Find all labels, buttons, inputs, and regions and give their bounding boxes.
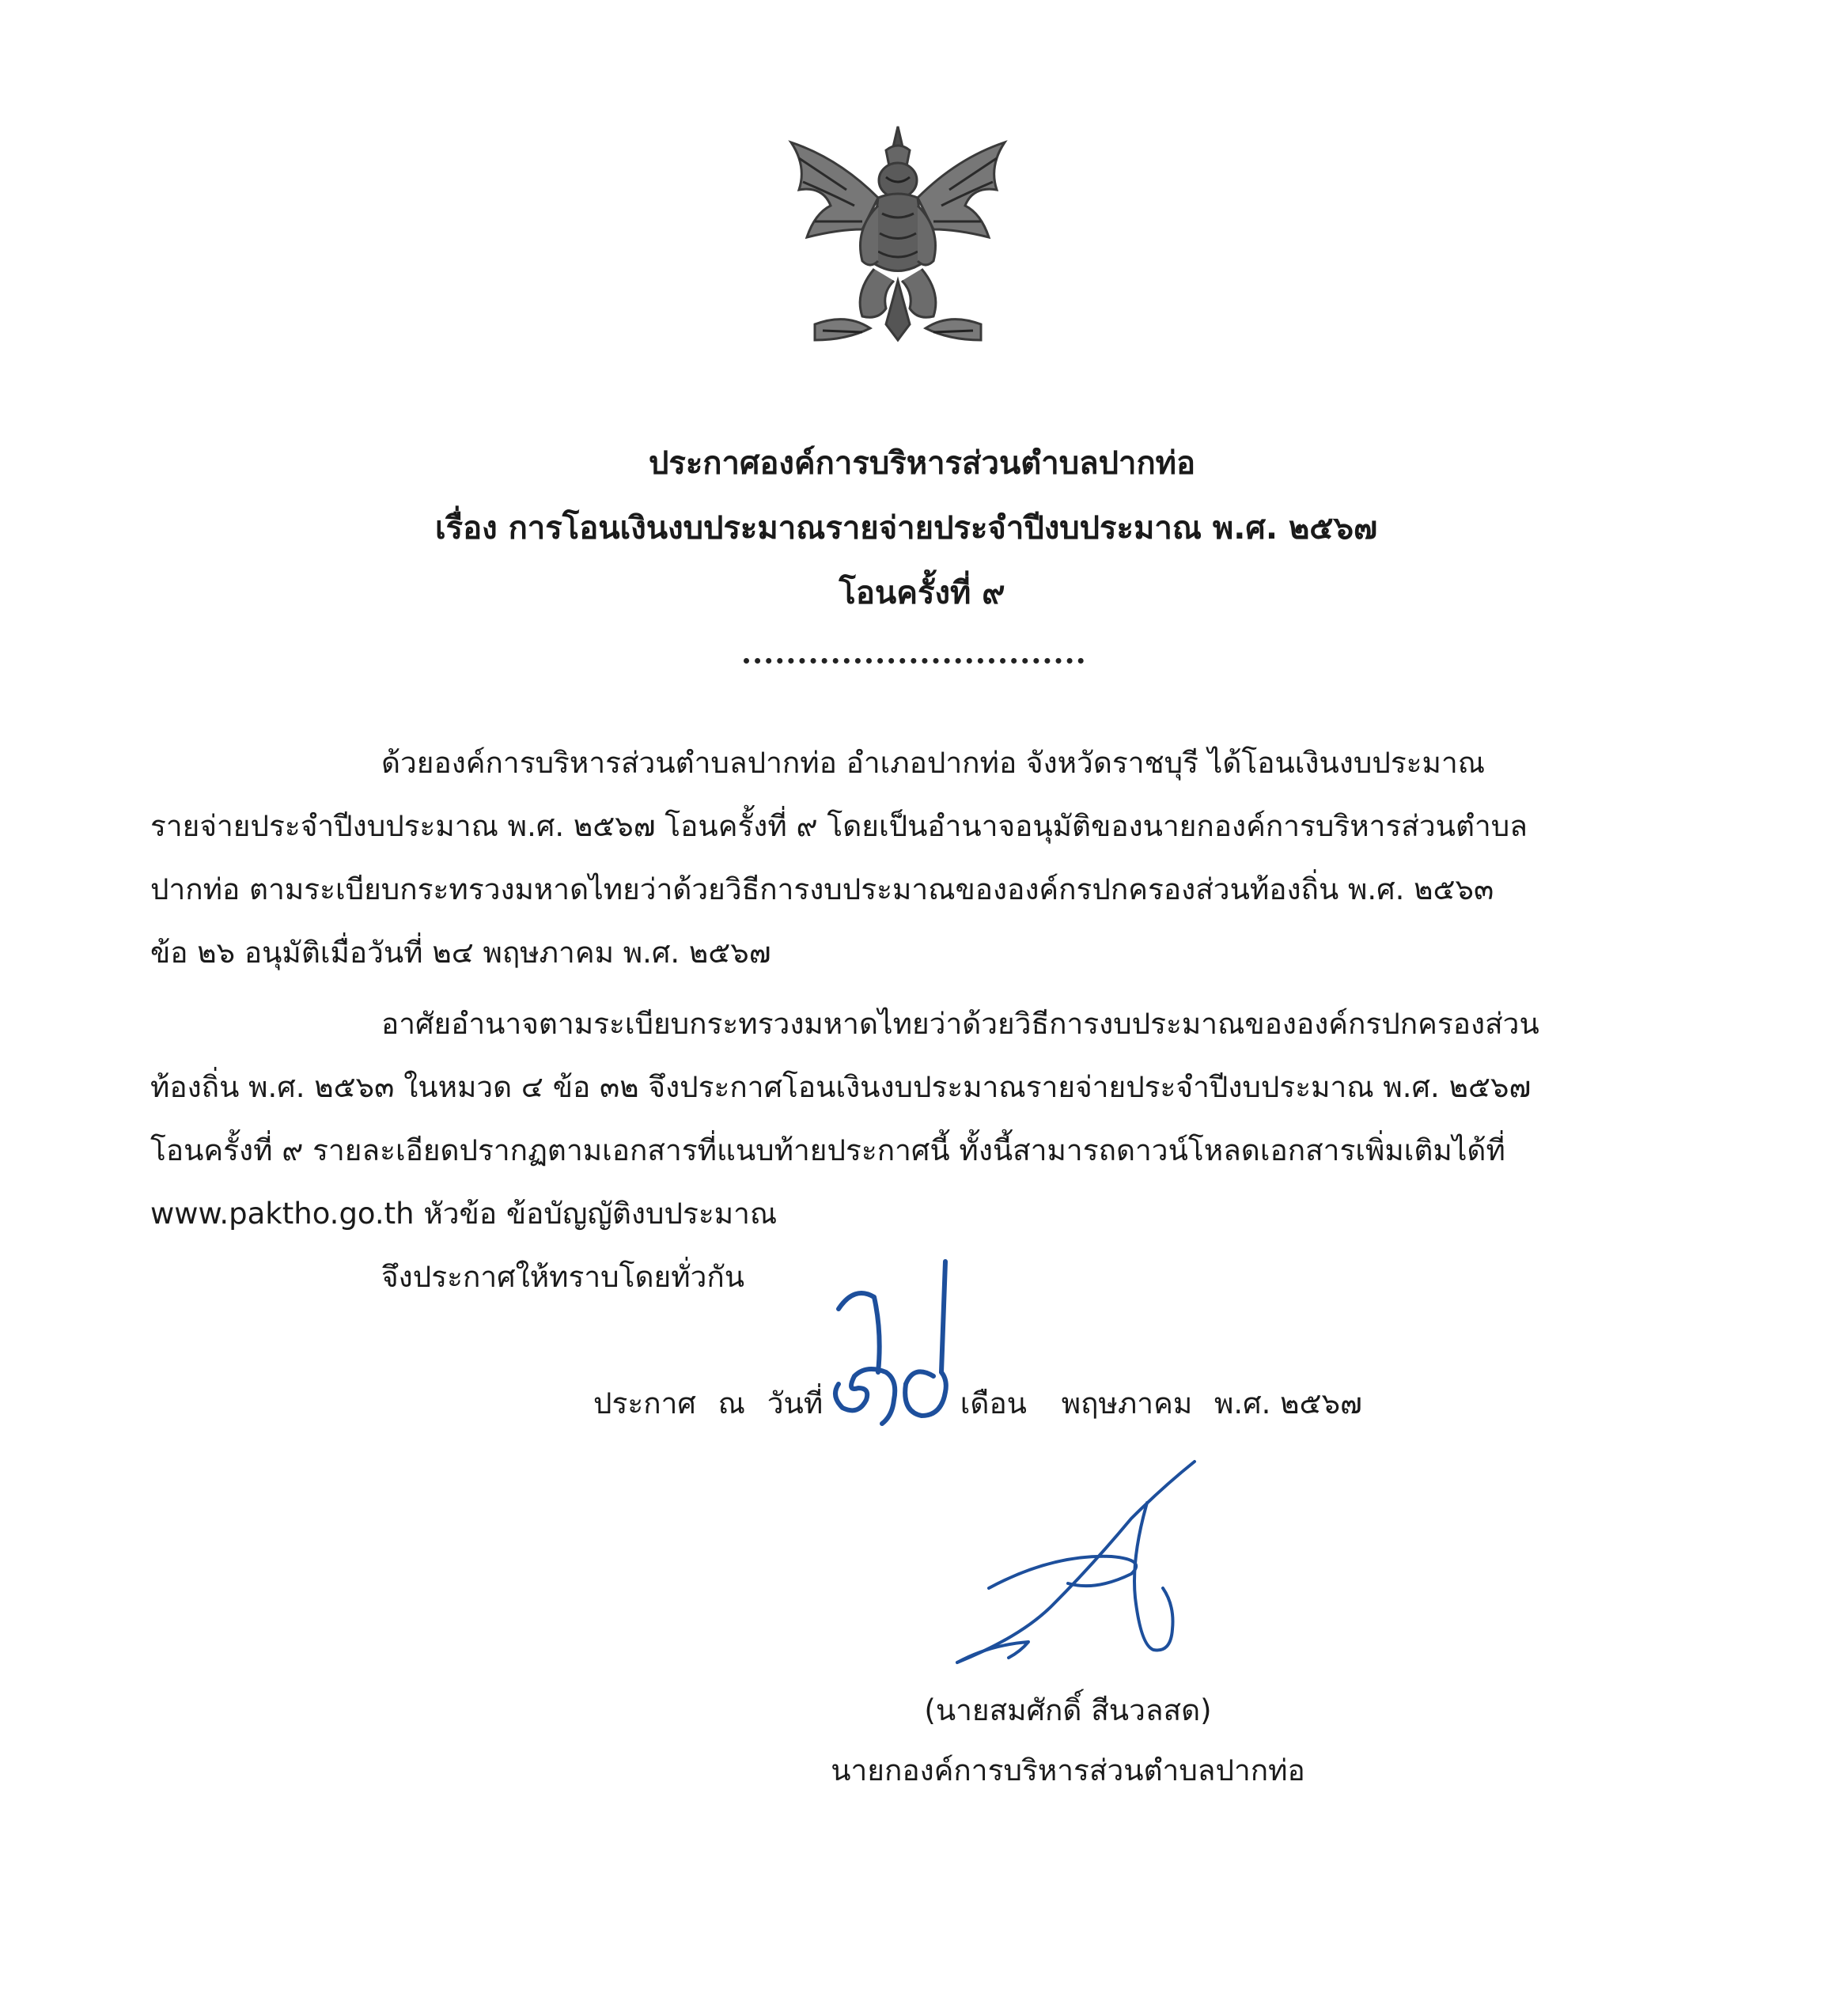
body-paragraph-1 bbox=[150, 732, 1693, 985]
handwritten-signature bbox=[933, 1455, 1218, 1685]
signer-name: (นายสมศักดิ์ สีนวลสด) bbox=[924, 1693, 1212, 1727]
date-month-label: เดือน bbox=[960, 1386, 1027, 1420]
transfer-round: โอนครั้งที่ ๙ bbox=[839, 575, 1005, 611]
paragraph-line: อาศัยอำนาจตามระเบียบกระทรวงมหาดไทยว่าด้วยวิธีการงบประมาณขององค์กรปกครองส่วน bbox=[381, 1007, 1539, 1041]
date-year: ๒๕๖๗ bbox=[1280, 1386, 1362, 1420]
paragraph-line: ปากท่อ ตามระเบียบกระทรวงมหาดไทยว่าด้วยวิธีการงบประมาณขององค์กรปกครองส่วนท้องถิ่น พ.ศ. ๒๕๖๓ bbox=[150, 872, 1494, 906]
date-prefix-day: วันที่ bbox=[767, 1386, 824, 1420]
announcement-date bbox=[593, 1380, 1362, 1428]
announcement-subject: เรื่อง การโอนเงินงบประมาณรายจ่ายประจำปีงบประมาณ พ.ศ. ๒๕๖๗ bbox=[434, 510, 1378, 547]
paragraph-line: ด้วยองค์การบริหารส่วนตำบลปากท่อ อำเภอปากท่อ จังหวัดราชบุรี ได้โอนเงินงบประมาณ bbox=[381, 746, 1486, 780]
closing-statement: จึงประกาศให้ทราบโดยทั่วกัน bbox=[381, 1260, 745, 1294]
date-prefix-at: ณ bbox=[718, 1386, 745, 1420]
date-year-label: พ.ศ. bbox=[1214, 1386, 1271, 1420]
signer-position: นายกองค์การบริหารส่วนตำบลปากท่อ bbox=[831, 1753, 1305, 1787]
announcement-title: ประกาศองค์การบริหารส่วนตำบลปากท่อ bbox=[648, 445, 1196, 482]
website-line: www.paktho.go.th หัวข้อ ข้อบัญญัติงบประมาณ bbox=[150, 1197, 778, 1231]
date-month: พฤษภาคม bbox=[1061, 1386, 1193, 1420]
paragraph-line: รายจ่ายประจำปีงบประมาณ พ.ศ. ๒๕๖๗ โอนครั้งที่ ๙ โดยเป็นอำนาจอนุมัติของนายกองค์การบริหารส่วนตำบล bbox=[150, 809, 1528, 843]
paragraph-line: โอนครั้งที่ ๙ รายละเอียดปรากฏตามเอกสารที่แนบท้ายประกาศนี้ ทั้งนี้สามารถดาวน์โหลดเอกสารเพิ่มเติมได้ที่ bbox=[150, 1133, 1505, 1167]
announcement-title-block bbox=[237, 431, 1607, 626]
signer-block bbox=[791, 1681, 1345, 1801]
paragraph-line: ท้องถิ่น พ.ศ. ๒๕๖๓ ในหมวด ๔ ข้อ ๓๒ จึงประกาศโอนเงินงบประมาณรายจ่ายประจำปีงบประมาณ พ.ศ. ๒๕๖๗ bbox=[150, 1070, 1532, 1104]
body-paragraph-2 bbox=[150, 993, 1693, 1246]
garuda-emblem-icon bbox=[767, 111, 1028, 372]
title-divider bbox=[744, 658, 1084, 664]
date-prefix-announce: ประกาศ bbox=[593, 1386, 696, 1420]
paragraph-line: ข้อ ๒๖ อนุมัติเมื่อวันที่ ๒๔ พฤษภาคม พ.ศ. ๒๕๖๗ bbox=[150, 936, 771, 970]
